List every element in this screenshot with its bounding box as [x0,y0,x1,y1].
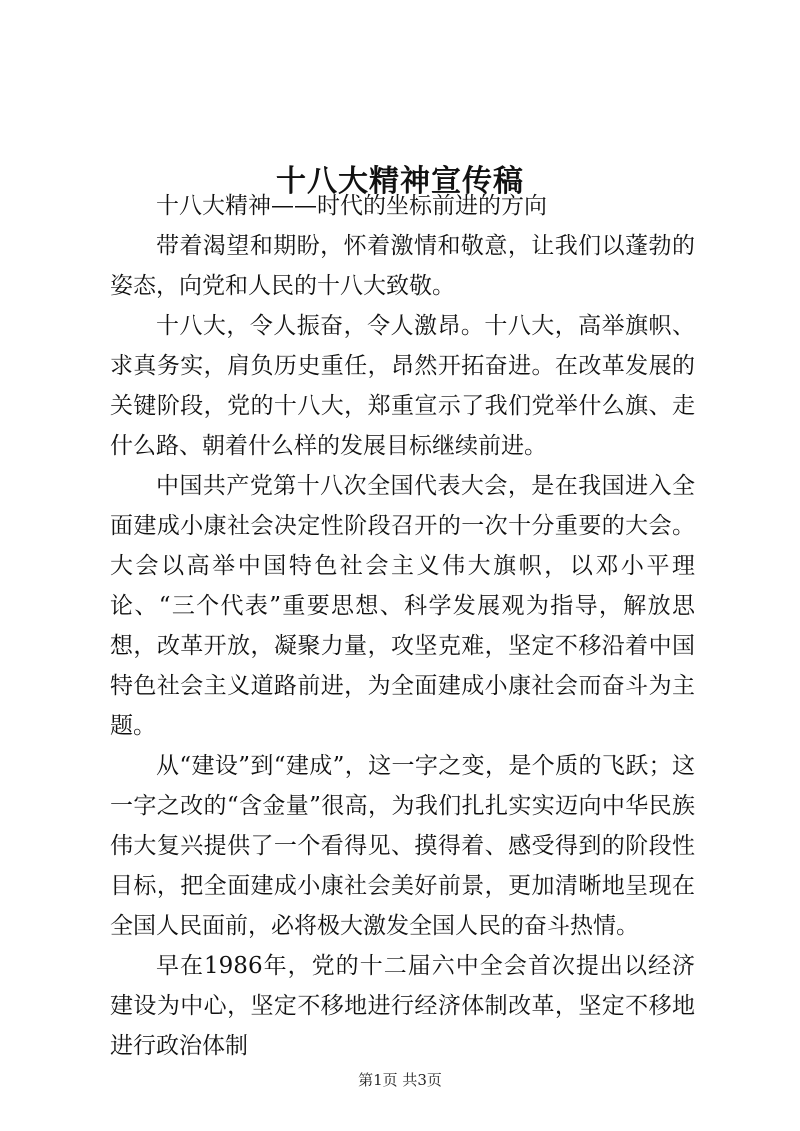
paragraph-3: 中国共产党第十八次全国代表大会，是在我国进入全面建成小康社会决定性阶段召开的一次十分重要的大会。大会以高举中国特色社会主义伟大旗帜，以邓小平理论、“三个代表”重要思想、科学发展观为指导，解放思想，改革开放，凝聚力量，攻坚克难，坚定不移沿着中国特色社会主义道路前进，为全面建成小康社会而奋斗为主题。 [110,473,695,739]
paragraph-1: 带着渴望和期盼，怀着激情和敬意，让我们以蓬勃的姿态，向党和人民的十八大致敬。 [110,233,695,299]
document-body [110,186,695,1066]
paragraph-2: 十八大，令人振奋，令人激昂。十八大，高举旗帜、求真务实，肩负历史重任，昂然开拓奋进。在改革发展的关键阶段，党的十八大，郑重宣示了我们党举什么旗、走什么路、朝着什么样的发展目标继续前进。 [110,313,695,459]
paragraph-subtitle: 十八大精神——时代的坐标前进的方向 [156,193,547,219]
paragraph-5: 早在1986年，党的十二届六中全会首次提出以经济建设为中心，坚定不移地进行经济体制改革，坚定不移地进行政治体制 [110,953,695,1059]
document-title: 十八大精神宣传稿 [276,164,524,200]
page-total: 共3页 [402,1071,442,1089]
paragraph-4: 从“建设”到“建成”，这一字之变，是个质的飞跃；这一字之改的“含金量”很高，为我们扎扎实实迈向中华民族伟大复兴提供了一个看得见、摸得着、感受得到的阶段性目标，把全面建成小康社会美好前景，更加清晰地呈现在全国人民面前，必将极大激发全国人民的奋斗热情。 [110,753,695,939]
page-footer [0,1070,800,1090]
page-number: 第1页 [358,1071,398,1089]
